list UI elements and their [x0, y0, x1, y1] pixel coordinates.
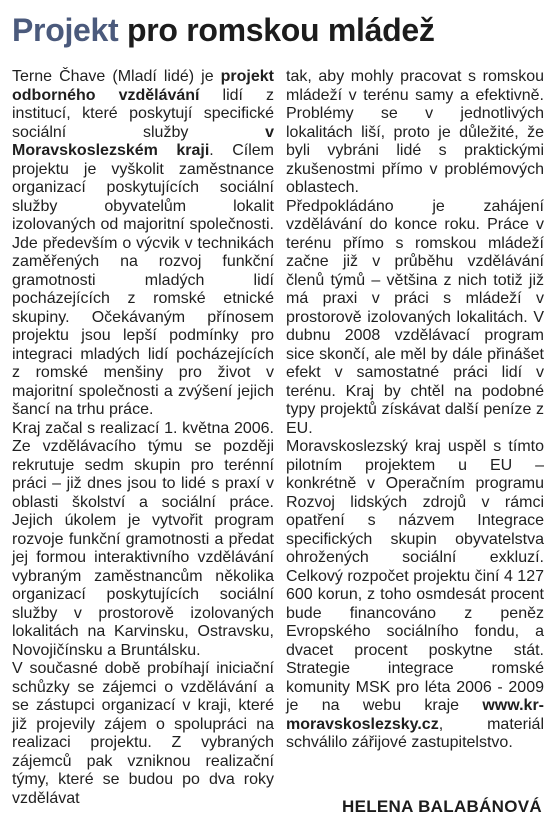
paragraph-start: Kraj začal s realizací 1. května 2006. Ze vzdělávacího týmu se později rekrutuje sedm skupin pro terénní práci – již dnes jsou to lidé s praxí v oblasti školství a sociální práce. Jejich úkolem je vytvořit program rozvoje funkční gramotnosti a předat jej formou interaktivního vzdělávání vybraným zaměstnancům několika organizací poskytujících sociální služby v prostorově izolovaných lokalitách na Karvinsku, Ostravsku, Novojičínsku a Bruntálsku.: [12, 419, 274, 659]
intro-text: Terne Čhave (Mladí lidé) je: [12, 68, 221, 85]
intro-highlight-project: projekt odborného vzdělávání: [12, 68, 274, 104]
paragraph-funding: [286, 438, 544, 753]
paragraph-intro: [12, 68, 274, 420]
article-title-rest: pro romskou mládež: [126, 12, 435, 48]
article-title-accent: Projekt: [12, 12, 119, 48]
paragraph-current: V současné době probíhají iniciační schůzky se zájemci o vzdělávání a se zástupci organizací v kraji, které již projevily zájem o spolupráci na realizaci projektu. Z vybraných zájemců pak vzniknou realizační týmy, které se budou po dva roky vzdělávat: [12, 660, 274, 807]
article-title: [12, 10, 435, 50]
author-byline: HELENA BALABÁNOVÁ: [342, 797, 542, 816]
left-column: [12, 68, 274, 808]
funding-text: Moravskoslezský kraj uspěl s tímto pilotním projektem u EU – konkrétně v Operačním programu Rozvoj lidských zdrojů v rámci opatření s názvem Integrace specifických skupin obyvatelstva ohrožených sociální exkluzí. Celkový rozpočet projektu činí 4 127 600 korun, z toho osmdesát procent bude financováno z peněz Evropského sociálního fondu, a dvacet procent poskytne stát. Strategie integrace romské komunity MSK pro léta 2006 - 2009 je na webu kraje: [286, 438, 544, 714]
right-column: [286, 68, 544, 753]
intro-highlight-region: v Moravskoslezském kraji: [12, 123, 274, 159]
paragraph-teams: tak, aby mohly pracovat s romskou mládeží v terénu samy a efektivně. Problémy se v jednotlivých lokalitách liší, proto je důležité, že byli vybráni lidé s praktickými zkušenostmi přímo v problémových oblastech.: [286, 68, 544, 196]
intro-text-2: lidí z institucí, které poskytují specifické sociální služby: [12, 86, 274, 141]
paragraph-schedule: Předpokládáno je zahájení vzdělávání do konce roku. Práce v terénu přímo s romskou mládeží začne již v průběhu vzdělávání členů týmů – většina z nich totiž již má praxi v práci s mládeží v prostorově izolovaných lokalitách. V dubnu 2008 vzdělávací program sice skončí, ale měl by dále přinášet efekt v samostatné práci lidí v terénu. Kraj by chtěl na podobné typy projektů získávat další peníze z EU.: [286, 197, 544, 437]
website-link[interactable]: www.kr-moravskoslezsky.cz: [286, 697, 544, 733]
intro-text-3: . Cílem projektu je vyškolit zaměstnance organizací poskytujících sociální služby obyvatelům lokalit izolovaných od majoritní společnosti. Jde především o výcvik v technikách zaměřených na rozvoj funkční gramotnosti mladých lidí pocházejících z romské etnické skupiny. Očekávaným přínosem projektu jsou lepší podmínky pro integraci mladých lidí pocházejících z romské menšiny pro život v majoritní společnosti a zvýšení jejich šancí na trhu práce.: [12, 142, 275, 418]
funding-text-end: , materiál schválilo zářijové zastupitelstvo.: [286, 715, 544, 751]
